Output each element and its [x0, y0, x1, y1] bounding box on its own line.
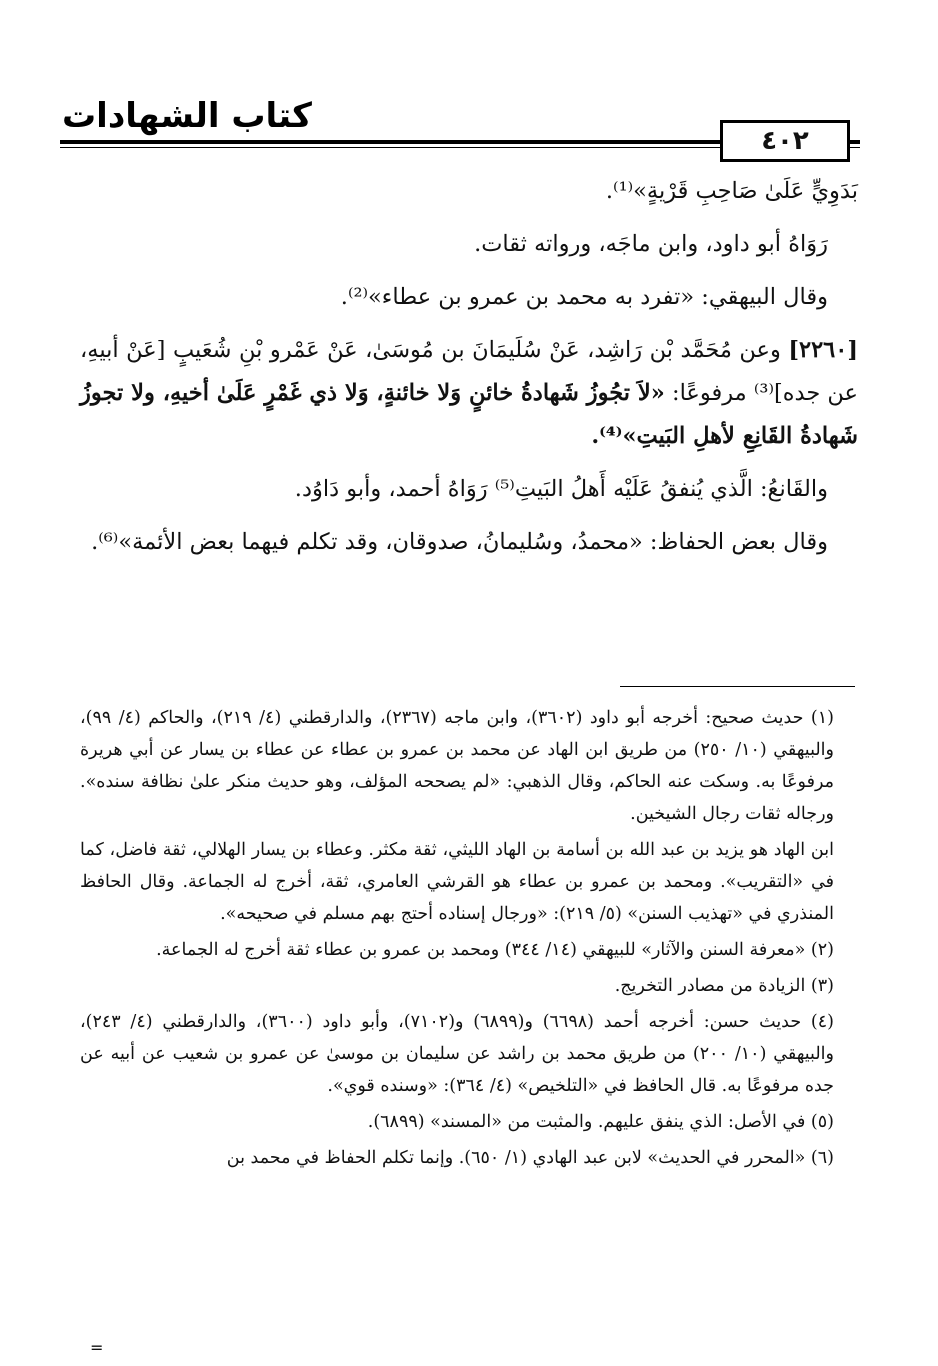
footnote-1: (١) حديث صحيح: أخرجه أبو داود (٣٦٠٢)، وابن ماجه (٢٣٦٧)، والدارقطني (٤/ ٢١٩)، والحاكم (٤/ ٩٩)، والبيهقي (١٠/ ٢٥٠) من طريق ابن الهاد عن محمد بن عمرو بن عطاء عن عطاء بن يسار عن أبي هريرة مرفوعًا به. وسكت عنه الحاكم، وقال الذهبي: «لم يصححه المؤلف، وهو حديث منكر علىٰ نظافة سنده». ورجاله ثقات رجال الشيخين. [80, 708, 834, 824]
main-text [80, 170, 858, 574]
continuation-mark: = [90, 1338, 104, 1357]
footnote-5: (٥) في الأصل: الذي ينفق عليهم. والمثبت من «المسند» (٦٨٩٩). [367, 1112, 834, 1132]
footnote-3: (٣) الزيادة من مصادر التخريج. [614, 976, 834, 996]
footnote-6: (٦) «المحرر في الحديث» لابن عبد الهادي (١/ ٦٥٠). وإنما تكلم الحفاظ في محمد بن [226, 1148, 834, 1168]
text-line-6: وقال بعض الحفاظ: «محمدُ، وسُليمانُ، صدوقان، وقد تكلم فيهما بعض الأئمة»⁽⁶⁾. [91, 529, 828, 555]
footnote-separator [620, 686, 855, 687]
footnotes [80, 702, 858, 1178]
footnote-1-continued: ابن الهاد هو يزيد بن عبد الله بن أسامة بن الهاد الليثي، ثقة مكثر. وعطاء بن يسار الهلالي، ثقة فاضل، كما في «التقريب». ومحمد بن عمرو بن عطاء هو القرشي العامري، ثقة، أخرج له الجماعة. وقال الحافظ المنذري في «تهذيب السنن» (٥/ ٢١٩): «ورجال إسناده أحتج بهم مسلم في صحيحه». [80, 840, 834, 924]
text-line-3: وقال البيهقي: «تفرد به محمد بن عمرو بن عطاء»⁽²⁾. [340, 284, 828, 310]
hadith-number: [٢٢٦٠] [788, 337, 859, 363]
book-title: كتاب الشهادات [62, 96, 312, 136]
hadith-chain: وعن مُحَمَّد بْن رَاشِد، عَنْ سُلَيمَانَ بن مُوسَىٰ، عَنْ عَمْرو بْنِ شُعَيبٍ [عَنْ أبيهِ، عن جده]⁽³⁾ مرفوعًا: [80, 337, 858, 406]
page-header [60, 96, 860, 166]
hadith-matn: «لاَ تجُوزُ شَهادةُ خائنٍ وَلا خائنةٍ، وَلا ذي غَمْرٍ عَلَىٰ أخيهِ، ولا تجوزُ شَهادةُ القَانِعِ لأهلِ البَيتِ»⁽⁴⁾. [80, 380, 858, 449]
footnote-2: (٢) «معرفة السنن والآثار» للبيهقي (١٤/ ٣٤٤) ومحمد بن عمرو بن عطاء ثقة أخرج له الجماعة. [156, 940, 834, 960]
hadith-2260 [80, 329, 858, 458]
page-number: ٤٠٢ [720, 120, 850, 162]
text-line-1: بَدَوِيٍّ عَلَىٰ صَاحِبِ قَرْيةٍ»⁽¹⁾. [605, 178, 858, 204]
footnote-4: (٤) حديث حسن: أخرجه أحمد (٦٦٩٨) و(٦٨٩٩) و(٧١٠٢)، وأبو داود (٣٦٠٠)، والدارقطني (٤/ ٢٤٣)، والبيهقي (١٠/ ٢٠٠) من طريق محمد بن راشد عن سليمان بن موسىٰ عن عمرو بن شعيب عن أبيه عن جده مرفوعًا به. قال الحافظ في «التلخيص» (٤/ ٣٦٤): «وسنده قوي». [80, 1012, 834, 1096]
text-line-5: والقَانعُ: الَّذي يُنفقُ عَلَيْه أَهلُ البَيتِ⁽⁵⁾ رَوَاهُ أحمد، وأبو دَاوُد. [294, 476, 828, 502]
text-line-2: رَوَاهُ أبو داود، وابن ماجَه، ورواته ثقات. [474, 231, 828, 257]
